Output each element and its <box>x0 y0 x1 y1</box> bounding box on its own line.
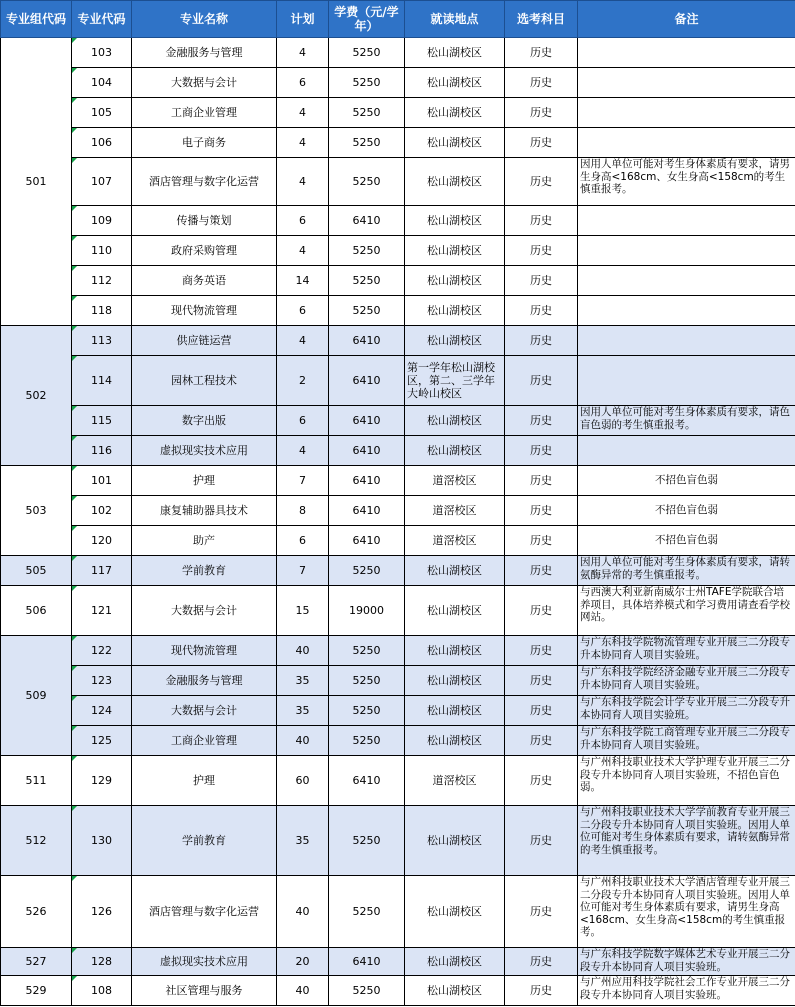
fee-cell: 5250 <box>329 666 405 696</box>
col-header-subject: 选考科目 <box>505 1 578 38</box>
table-row <box>1 356 795 406</box>
location-cell: 松山湖校区 <box>405 726 505 756</box>
plan-cell: 7 <box>277 466 329 496</box>
group-code-cell: 509 <box>1 636 72 756</box>
col-header-major-name: 专业名称 <box>132 1 277 38</box>
major-name-cell: 商务英语 <box>132 266 277 296</box>
major-code-cell: 109 <box>72 206 132 236</box>
subject-cell: 历史 <box>505 98 578 128</box>
major-code-cell: 115 <box>72 406 132 436</box>
fee-cell: 5250 <box>329 158 405 206</box>
major-name-cell: 电子商务 <box>132 128 277 158</box>
table-row <box>1 526 795 556</box>
major-name-cell: 工商企业管理 <box>132 98 277 128</box>
table-row <box>1 806 795 876</box>
fee-cell: 6410 <box>329 466 405 496</box>
subject-cell: 历史 <box>505 496 578 526</box>
major-code-cell: 124 <box>72 696 132 726</box>
note-cell: 不招色盲色弱 <box>578 496 795 526</box>
fee-cell: 5250 <box>329 556 405 586</box>
major-name-cell: 社区管理与服务 <box>132 976 277 1006</box>
major-code-cell: 129 <box>72 756 132 806</box>
plan-cell: 4 <box>277 98 329 128</box>
location-cell: 松山湖校区 <box>405 586 505 636</box>
plan-cell: 7 <box>277 556 329 586</box>
major-code-cell: 108 <box>72 976 132 1006</box>
plan-cell: 4 <box>277 38 329 68</box>
fee-cell: 6410 <box>329 496 405 526</box>
note-cell <box>578 68 795 98</box>
table-row <box>1 326 795 356</box>
plan-cell: 35 <box>277 806 329 876</box>
table-row <box>1 38 795 68</box>
plan-cell: 35 <box>277 666 329 696</box>
major-code-cell: 126 <box>72 876 132 948</box>
col-header-note: 备注 <box>578 1 795 38</box>
major-name-cell: 供应链运营 <box>132 326 277 356</box>
fee-cell: 19000 <box>329 586 405 636</box>
fee-cell: 5250 <box>329 636 405 666</box>
table-row <box>1 296 795 326</box>
plan-cell: 40 <box>277 976 329 1006</box>
table-row <box>1 666 795 696</box>
location-cell: 松山湖校区 <box>405 806 505 876</box>
major-code-cell: 106 <box>72 128 132 158</box>
major-name-cell: 护理 <box>132 756 277 806</box>
location-cell: 松山湖校区 <box>405 296 505 326</box>
plan-cell: 60 <box>277 756 329 806</box>
note-cell: 与广东科技学院物流管理专业开展三二分段专升本协同育人项目实验班。 <box>578 636 795 666</box>
note-cell: 与广州科技职业技术大学护理专业开展三二分段专升本协同育人项目实验班，不招色盲色弱。 <box>578 756 795 806</box>
fee-cell: 6410 <box>329 526 405 556</box>
plan-cell: 8 <box>277 496 329 526</box>
major-name-cell: 园林工程技术 <box>132 356 277 406</box>
plan-cell: 6 <box>277 206 329 236</box>
plan-cell: 40 <box>277 726 329 756</box>
major-code-cell: 117 <box>72 556 132 586</box>
major-code-cell: 104 <box>72 68 132 98</box>
major-name-cell: 虚拟现实技术应用 <box>132 948 277 976</box>
plan-cell: 40 <box>277 876 329 948</box>
col-header-location: 就读地点 <box>405 1 505 38</box>
location-cell: 松山湖校区 <box>405 98 505 128</box>
subject-cell: 历史 <box>505 38 578 68</box>
note-cell <box>578 38 795 68</box>
major-code-cell: 105 <box>72 98 132 128</box>
group-code-cell: 526 <box>1 876 72 948</box>
location-cell: 松山湖校区 <box>405 266 505 296</box>
note-cell <box>578 296 795 326</box>
location-cell: 松山湖校区 <box>405 206 505 236</box>
subject-cell: 历史 <box>505 406 578 436</box>
fee-cell: 5250 <box>329 806 405 876</box>
fee-cell: 5250 <box>329 128 405 158</box>
major-code-cell: 123 <box>72 666 132 696</box>
note-cell: 与广州应用科技学院社会工作专业开展三二分段专升本协同育人项目实验班。 <box>578 976 795 1006</box>
plan-cell: 6 <box>277 68 329 98</box>
major-code-cell: 122 <box>72 636 132 666</box>
major-name-cell: 学前教育 <box>132 806 277 876</box>
major-code-cell: 103 <box>72 38 132 68</box>
table-row <box>1 948 795 976</box>
location-cell: 松山湖校区 <box>405 976 505 1006</box>
note-cell <box>578 436 795 466</box>
subject-cell: 历史 <box>505 356 578 406</box>
major-name-cell: 数字出版 <box>132 406 277 436</box>
major-name-cell: 金融服务与管理 <box>132 666 277 696</box>
table-row <box>1 586 795 636</box>
subject-cell: 历史 <box>505 696 578 726</box>
major-code-cell: 120 <box>72 526 132 556</box>
location-cell: 道滘校区 <box>405 526 505 556</box>
note-cell: 不招色盲色弱 <box>578 466 795 496</box>
subject-cell: 历史 <box>505 526 578 556</box>
plan-cell: 14 <box>277 266 329 296</box>
major-name-cell: 现代物流管理 <box>132 296 277 326</box>
plan-cell: 6 <box>277 296 329 326</box>
plan-cell: 4 <box>277 326 329 356</box>
plan-cell: 35 <box>277 696 329 726</box>
major-name-cell: 工商企业管理 <box>132 726 277 756</box>
location-cell: 松山湖校区 <box>405 436 505 466</box>
note-cell: 与广东科技学院数字媒体艺术专业开展三二分段专升本协同育人项目实验班。 <box>578 948 795 976</box>
major-code-cell: 125 <box>72 726 132 756</box>
major-code-cell: 128 <box>72 948 132 976</box>
table-row <box>1 876 795 948</box>
major-code-cell: 113 <box>72 326 132 356</box>
note-cell <box>578 236 795 266</box>
table-row <box>1 158 795 206</box>
fee-cell: 6410 <box>329 436 405 466</box>
col-header-major-code: 专业代码 <box>72 1 132 38</box>
major-name-cell: 助产 <box>132 526 277 556</box>
major-code-cell: 110 <box>72 236 132 266</box>
location-cell: 松山湖校区 <box>405 38 505 68</box>
major-code-cell: 102 <box>72 496 132 526</box>
major-code-cell: 101 <box>72 466 132 496</box>
subject-cell: 历史 <box>505 158 578 206</box>
fee-cell: 5250 <box>329 68 405 98</box>
table-row <box>1 556 795 586</box>
fee-cell: 5250 <box>329 266 405 296</box>
table-row <box>1 976 795 1006</box>
group-code-cell: 527 <box>1 948 72 976</box>
note-cell <box>578 326 795 356</box>
plan-cell: 2 <box>277 356 329 406</box>
subject-cell: 历史 <box>505 726 578 756</box>
plan-cell: 4 <box>277 158 329 206</box>
group-code-cell: 529 <box>1 976 72 1006</box>
major-code-cell: 112 <box>72 266 132 296</box>
subject-cell: 历史 <box>505 266 578 296</box>
subject-cell: 历史 <box>505 466 578 496</box>
note-cell <box>578 128 795 158</box>
major-name-cell: 大数据与会计 <box>132 68 277 98</box>
subject-cell: 历史 <box>505 756 578 806</box>
table-row <box>1 436 795 466</box>
group-code-cell: 503 <box>1 466 72 556</box>
subject-cell: 历史 <box>505 976 578 1006</box>
major-name-cell: 大数据与会计 <box>132 696 277 726</box>
group-code-cell: 512 <box>1 806 72 876</box>
table-row <box>1 496 795 526</box>
fee-cell: 6410 <box>329 356 405 406</box>
plan-cell: 15 <box>277 586 329 636</box>
location-cell: 松山湖校区 <box>405 636 505 666</box>
plan-cell: 20 <box>277 948 329 976</box>
group-code-cell: 501 <box>1 38 72 326</box>
major-name-cell: 酒店管理与数字化运营 <box>132 876 277 948</box>
plan-cell: 40 <box>277 636 329 666</box>
major-code-cell: 118 <box>72 296 132 326</box>
subject-cell: 历史 <box>505 586 578 636</box>
subject-cell: 历史 <box>505 876 578 948</box>
plan-cell: 6 <box>277 526 329 556</box>
major-code-cell: 130 <box>72 806 132 876</box>
major-code-cell: 121 <box>72 586 132 636</box>
major-name-cell: 护理 <box>132 466 277 496</box>
fee-cell: 5250 <box>329 296 405 326</box>
table-row <box>1 206 795 236</box>
location-cell: 第一学年松山湖校区，第二、三学年大岭山校区 <box>405 356 505 406</box>
location-cell: 松山湖校区 <box>405 158 505 206</box>
fee-cell: 6410 <box>329 756 405 806</box>
note-cell: 因用人单位可能对考生身体素质有要求，请男生身高<168cm、女生身高<158cm的考生慎重报考。 <box>578 158 795 206</box>
fee-cell: 6410 <box>329 406 405 436</box>
location-cell: 道滘校区 <box>405 756 505 806</box>
location-cell: 松山湖校区 <box>405 236 505 266</box>
table-row <box>1 726 795 756</box>
table-row <box>1 466 795 496</box>
group-code-cell: 502 <box>1 326 72 466</box>
note-cell <box>578 98 795 128</box>
table-row <box>1 406 795 436</box>
fee-cell: 6410 <box>329 206 405 236</box>
major-name-cell: 金融服务与管理 <box>132 38 277 68</box>
table-row <box>1 68 795 98</box>
table-row <box>1 236 795 266</box>
major-name-cell: 大数据与会计 <box>132 586 277 636</box>
location-cell: 松山湖校区 <box>405 68 505 98</box>
major-name-cell: 酒店管理与数字化运营 <box>132 158 277 206</box>
subject-cell: 历史 <box>505 68 578 98</box>
subject-cell: 历史 <box>505 556 578 586</box>
location-cell: 松山湖校区 <box>405 948 505 976</box>
major-name-cell: 虚拟现实技术应用 <box>132 436 277 466</box>
col-header-plan: 计划 <box>277 1 329 38</box>
location-cell: 松山湖校区 <box>405 556 505 586</box>
fee-cell: 5250 <box>329 98 405 128</box>
major-code-cell: 116 <box>72 436 132 466</box>
location-cell: 松山湖校区 <box>405 128 505 158</box>
major-name-cell: 现代物流管理 <box>132 636 277 666</box>
location-cell: 松山湖校区 <box>405 326 505 356</box>
note-cell <box>578 356 795 406</box>
location-cell: 松山湖校区 <box>405 696 505 726</box>
plan-cell: 4 <box>277 236 329 266</box>
note-cell: 与西澳大利亚新南威尔士州TAFE学院联合培养项目，具体培养模式和学习费用请查看学校网站。 <box>578 586 795 636</box>
subject-cell: 历史 <box>505 436 578 466</box>
header-row <box>1 1 795 38</box>
subject-cell: 历史 <box>505 806 578 876</box>
fee-cell: 5250 <box>329 976 405 1006</box>
subject-cell: 历史 <box>505 948 578 976</box>
group-code-cell: 511 <box>1 756 72 806</box>
group-code-cell: 506 <box>1 586 72 636</box>
subject-cell: 历史 <box>505 666 578 696</box>
major-name-cell: 传播与策划 <box>132 206 277 236</box>
fee-cell: 5250 <box>329 696 405 726</box>
location-cell: 松山湖校区 <box>405 666 505 696</box>
major-name-cell: 政府采购管理 <box>132 236 277 266</box>
subject-cell: 历史 <box>505 236 578 266</box>
location-cell: 松山湖校区 <box>405 876 505 948</box>
plan-cell: 6 <box>277 406 329 436</box>
table-row <box>1 756 795 806</box>
note-cell <box>578 206 795 236</box>
location-cell: 松山湖校区 <box>405 406 505 436</box>
fee-cell: 6410 <box>329 326 405 356</box>
note-cell: 与广州科技职业技术大学酒店管理专业开展三二分段专升本协同育人项目实验班。因用人单位可能对考生身体素质有要求，请男生身高<168cm、女生身高<158cm的考生慎重报考。 <box>578 876 795 948</box>
plan-cell: 4 <box>277 128 329 158</box>
major-code-cell: 114 <box>72 356 132 406</box>
major-code-cell: 107 <box>72 158 132 206</box>
note-cell: 因用人单位可能对考生身体素质有要求，请转氨酶异常的考生慎重报考。 <box>578 556 795 586</box>
note-cell: 不招色盲色弱 <box>578 526 795 556</box>
note-cell: 因用人单位可能对考生身体素质有要求，请色盲色弱的考生慎重报考。 <box>578 406 795 436</box>
note-cell: 与广州科技职业技术大学学前教育专业开展三二分段专升本协同育人项目实验班。因用人单位可能对考生身体素质有要求，请转氨酶异常的考生慎重报考。 <box>578 806 795 876</box>
fee-cell: 5250 <box>329 236 405 266</box>
note-cell: 与广东科技学院经济金融专业开展三二分段专升本协同育人项目实验班。 <box>578 666 795 696</box>
table-row <box>1 636 795 666</box>
subject-cell: 历史 <box>505 296 578 326</box>
table-row <box>1 266 795 296</box>
plan-cell: 4 <box>277 436 329 466</box>
major-name-cell: 学前教育 <box>132 556 277 586</box>
table-row <box>1 696 795 726</box>
fee-cell: 6410 <box>329 948 405 976</box>
major-name-cell: 康复辅助器具技术 <box>132 496 277 526</box>
fee-cell: 5250 <box>329 876 405 948</box>
subject-cell: 历史 <box>505 206 578 236</box>
subject-cell: 历史 <box>505 636 578 666</box>
subject-cell: 历史 <box>505 326 578 356</box>
note-cell <box>578 266 795 296</box>
location-cell: 道滘校区 <box>405 466 505 496</box>
table-row <box>1 98 795 128</box>
group-code-cell: 505 <box>1 556 72 586</box>
col-header-group-code: 专业组代码 <box>1 1 72 38</box>
note-cell: 与广东科技学院工商管理专业开展三二分段专升本协同育人项目实验班。 <box>578 726 795 756</box>
fee-cell: 5250 <box>329 38 405 68</box>
fee-cell: 5250 <box>329 726 405 756</box>
table-row <box>1 128 795 158</box>
location-cell: 道滘校区 <box>405 496 505 526</box>
col-header-fee: 学费（元/学年） <box>329 1 405 38</box>
subject-cell: 历史 <box>505 128 578 158</box>
note-cell: 与广东科技学院会计学专业开展三二分段专升本协同育人项目实验班。 <box>578 696 795 726</box>
